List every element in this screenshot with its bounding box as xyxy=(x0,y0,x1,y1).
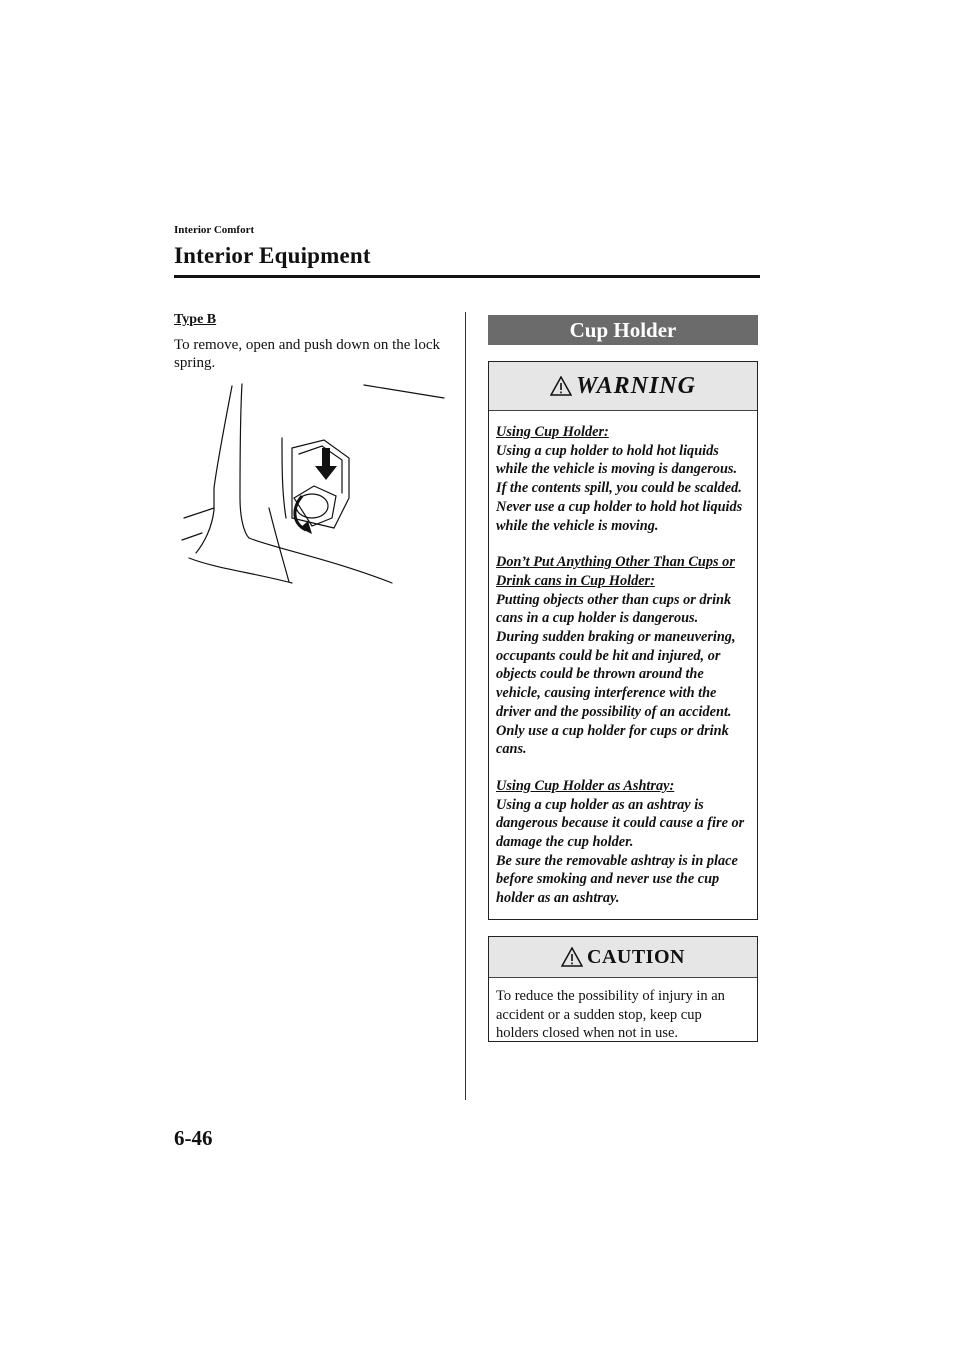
ashtray-removal-illustration xyxy=(174,378,446,588)
warning-text-3b: Be sure the removable ashtray is in place before smoking and never use the cup holder as an ashtray. xyxy=(496,852,738,907)
section-label: Interior Comfort xyxy=(174,224,255,236)
warning-heading-1: Using Cup Holder: xyxy=(496,424,609,440)
warning-box xyxy=(488,361,758,920)
alert-triangle-icon xyxy=(550,376,572,396)
warning-text-2: Putting objects other than cups or drink cans in a cup holder is dangerous. xyxy=(496,591,732,627)
caution-header xyxy=(489,937,757,978)
caution-box xyxy=(488,936,758,1042)
warning-body xyxy=(489,411,757,908)
alert-triangle-icon xyxy=(561,947,583,967)
caution-text: To reduce the possibility of injury in an accident or a sudden stop, keep cup holders closed when not in use. xyxy=(496,988,725,1041)
type-b-subheading: Type B xyxy=(174,312,217,327)
warning-text-2b: During sudden braking or maneuvering, occupants could be hit and injured, or objects could be thrown around the vehicle, causing interference with the driver and the possibility of an accident. Only use a cup holder for cups or drink cans. xyxy=(496,629,736,758)
caution-title: CAUTION xyxy=(587,945,685,968)
chapter-title: Interior Equipment xyxy=(174,243,371,268)
warning-text-1: Using a cup holder to hold hot liquids while the vehicle is moving is dangerous. If the contents spill, you could be scalded. Never use a cup holder to hold hot liquids while the vehicle is moving. xyxy=(496,442,743,534)
warning-header xyxy=(489,362,757,411)
page-number: 6-46 xyxy=(174,1126,213,1150)
warning-title: WARNING xyxy=(576,372,696,399)
warning-text-3: Using a cup holder as an ashtray is dangerous because it could cause a fire or damage the cup holder. xyxy=(496,796,745,851)
column-divider xyxy=(465,312,466,1100)
warning-heading-2: Don’t Put Anything Other Than Cups or Drink cans in Cup Holder: xyxy=(496,554,735,589)
type-b-instructions: To remove, open and push down on the lock spring. xyxy=(174,337,440,371)
header-rule xyxy=(174,275,760,278)
warning-heading-3: Using Cup Holder as Ashtray: xyxy=(496,777,675,794)
cup-holder-banner: Cup Holder xyxy=(488,315,758,345)
